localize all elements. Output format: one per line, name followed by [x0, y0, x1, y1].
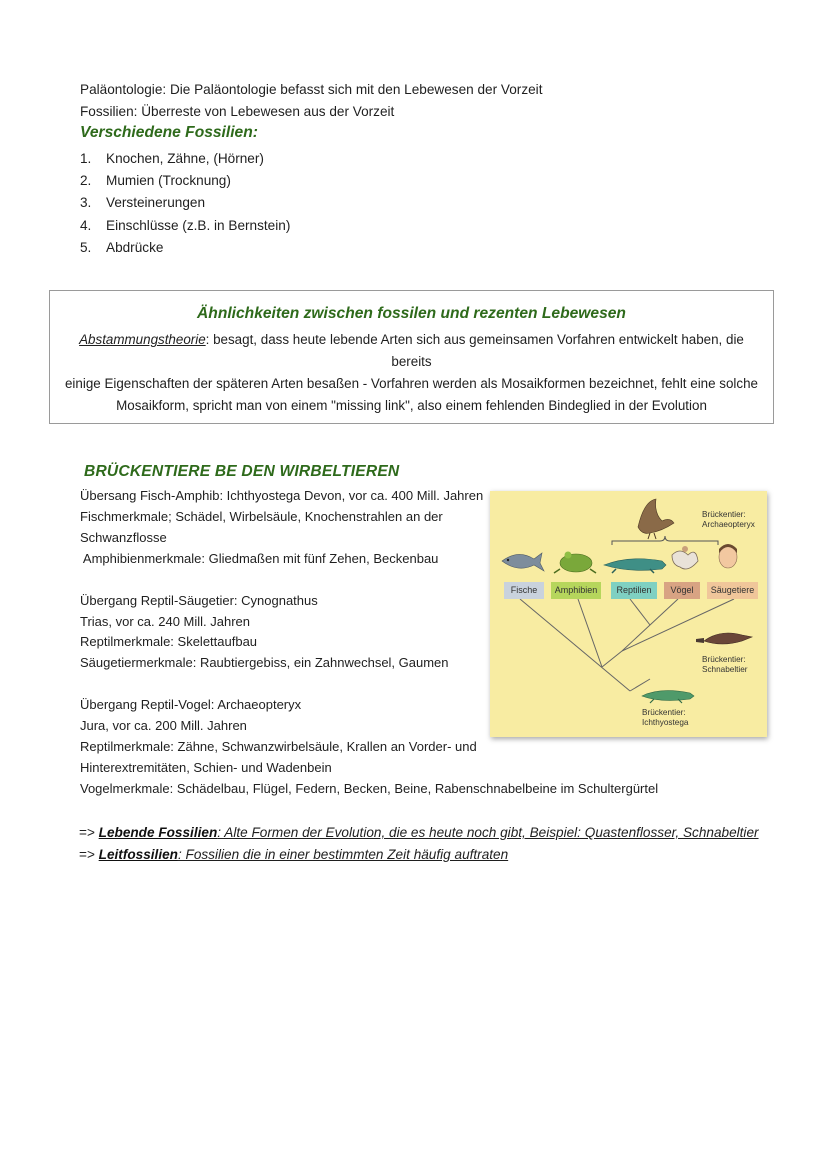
similarities-title: Ähnlichkeiten zwischen fossilen und rezenten Lebewesen	[197, 305, 626, 322]
branch-reptilien	[630, 599, 650, 625]
branch-amphibien	[578, 599, 602, 667]
bridge-line: Übergang Reptil-Vogel: Archaeopteryx	[80, 697, 302, 713]
bridge-line: Amphibienmerkmale: Gliedmaßen mit fünf Zehen, Beckenbau	[80, 550, 439, 566]
tag-saeugetiere: Säugetiere	[707, 582, 758, 599]
bridge-line: Reptilmerkmale: Skelettaufbau	[80, 634, 258, 650]
bridge-line: Säugetiermerkmale: Raubtiergebiss, ein Zahnwechsel, Gaumen	[80, 655, 449, 671]
human-head-icon	[719, 544, 737, 568]
bridge-line: Trias, vor ca. 240 Mill. Jahren	[80, 613, 251, 629]
tree-branches	[520, 599, 734, 691]
crocodile-icon	[604, 559, 666, 573]
tag-reptilien: Reptilien	[611, 582, 657, 599]
bird-icon	[672, 546, 698, 569]
platypus-icon	[696, 633, 752, 644]
tag-voegel: Vögel	[664, 582, 700, 599]
bridge-line: Fischmerkmale; Schädel, Wirbelsäule, Knochenstrahlen an der	[80, 508, 443, 524]
footer-notes	[79, 822, 759, 866]
fish-icon	[502, 553, 544, 571]
list-item: 5. Abdrücke	[80, 239, 164, 255]
bridge-line: Hinterextremitäten, Schien- und Wadenbein	[80, 759, 332, 775]
intro-block	[80, 79, 542, 123]
box-line-3: Mosaikform, spricht man von einem "missing link", also einem fehlenden Bindeglied in der Evolution	[116, 398, 707, 413]
bridge-line: Vogelmerkmale: Schädelbau, Flügel, Federn, Becken, Beine, Rabenschnabelbeine im Schultergürtel	[80, 780, 659, 796]
term-abstammungstheorie: Abstammungstheorie	[79, 332, 206, 347]
caption-archaeopteryx: Brückentier: Archaeopteryx	[702, 510, 755, 529]
box-line-1: Abstammungstheorie: besagt, dass heute lebende Arten sich aus gemeinsamen Vorfahren entwickelt haben, die bereits	[79, 332, 744, 369]
note-leitfossilien: => Leitfossilien: Fossilien die in einer bestimmten Zeit häufig auftraten	[79, 847, 509, 862]
bracket-icon	[612, 536, 718, 545]
fossil-types-heading: Verschiedene Fossilien:	[80, 124, 258, 141]
bridge-line: Jura, vor ca. 200 Mill. Jahren	[80, 718, 247, 734]
bridge-line: Übersang Fisch-Amphib: Ichthyostega Devon, vor ca. 400 Mill. Jahren	[80, 488, 484, 503]
box-line-2: einige Eigenschaften der späteren Arten besaßen - Vorfahren werden als Mosaikformen bezeichnet, fehlt eine solche	[64, 376, 758, 391]
fossil-types-list	[80, 148, 290, 259]
caption-ichthyostega: Brückentier: Ichthyostega	[642, 708, 689, 727]
definition-palaeontologie: Paläontologie: Die Paläontologie befasst sich mit den Lebewesen der Vorzeit	[80, 82, 543, 97]
bridge-line: Reptilmerkmale: Zähne, Schwanzwirbelsäule, Krallen an Vorder- und	[80, 739, 477, 755]
bridge-line: Übergang Reptil-Säugetier: Cynognathus	[80, 592, 318, 608]
definition-fossilien: Fossilien: Überreste von Lebewesen aus der Vorzeit	[80, 104, 395, 119]
frog-icon	[554, 552, 596, 574]
similarities-box	[49, 290, 774, 424]
bridge-line: Schwanzflosse	[80, 529, 167, 545]
class-tags	[504, 582, 758, 599]
list-item: 3. Versteinerungen	[80, 195, 206, 211]
bridge-animals-title: BRÜCKENTIERE BE DEN WIRBELTIEREN	[84, 463, 400, 480]
ichthyostega-icon	[642, 691, 694, 703]
branch-fische	[520, 599, 630, 691]
branch-connector	[602, 651, 622, 667]
similarities-text	[62, 329, 761, 417]
archaeopteryx-icon	[638, 499, 674, 539]
list-item: 2. Mumien (Trocknung)	[80, 173, 231, 189]
evolution-diagram	[490, 491, 767, 737]
tag-amphibien: Amphibien	[551, 582, 601, 599]
caption-schnabeltier: Brückentier: Schnabeltier	[702, 655, 748, 674]
list-item: 1. Knochen, Zähne, (Hörner)	[80, 151, 264, 166]
note-lebende-fossilien: => Lebende Fossilien: Alte Formen der Evolution, die es heute noch gibt, Beispiel: Quastenflosser, Schnabeltier	[79, 825, 759, 840]
tag-fische: Fische	[504, 582, 544, 599]
branch-root	[630, 679, 650, 691]
list-item: 4. Einschlüsse (z.B. in Bernstein)	[80, 217, 291, 233]
